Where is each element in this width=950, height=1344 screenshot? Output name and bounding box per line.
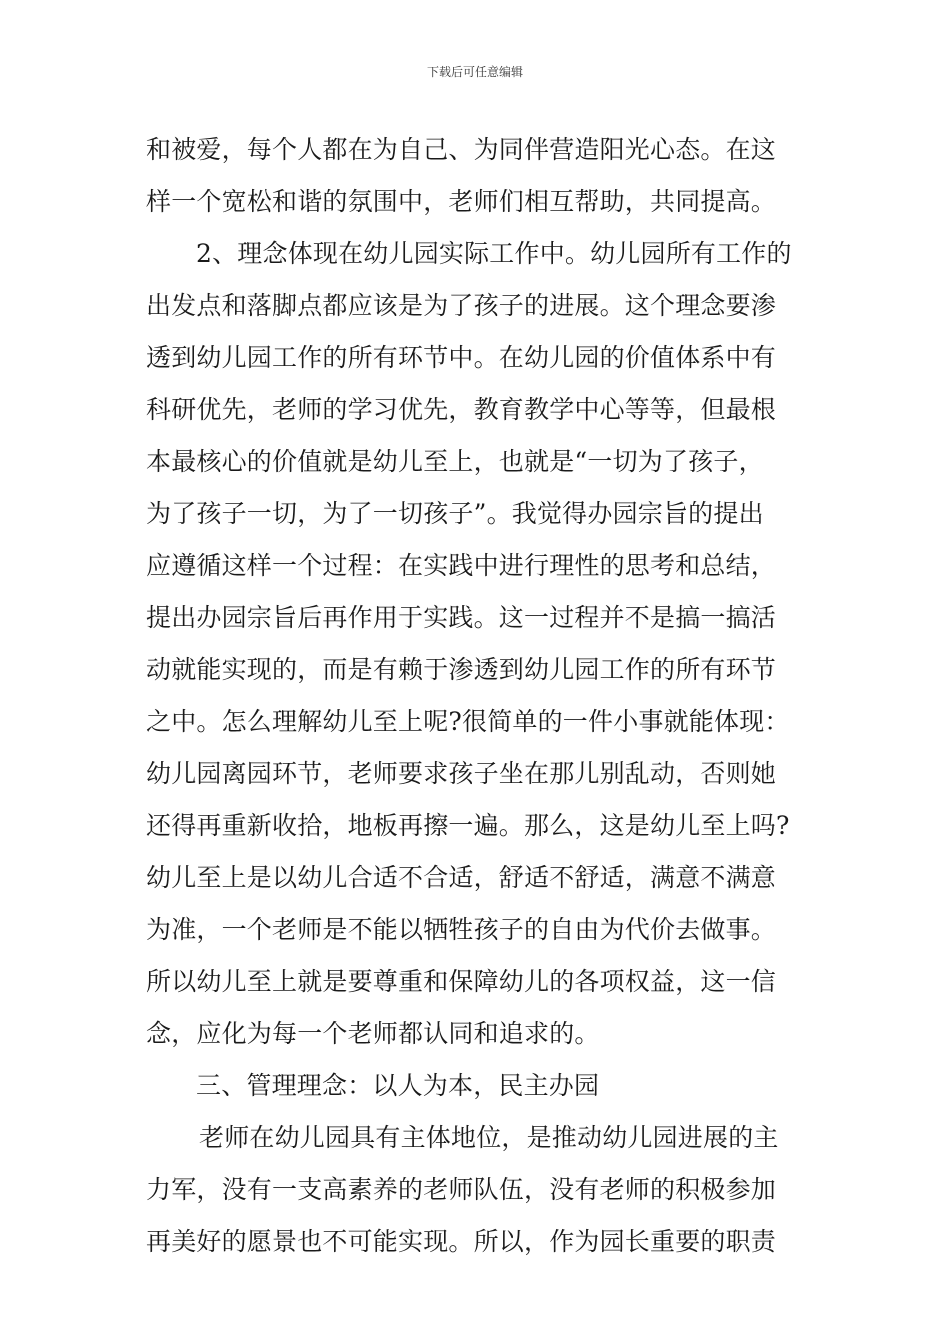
page-header: 下载后可任意编辑 (426, 65, 523, 79)
document-body (146, 124, 806, 1268)
text-line: 样一个宽松和谐的氛围中，老师们相互帮助，共同提高。 (146, 187, 777, 216)
text-line: 幼儿至上是以幼儿合适不合适，舒适不舒适，满意不满意 (146, 863, 777, 892)
text-line: 念，应化为每一个老师都认同和追求的。 (146, 1019, 600, 1048)
text-line: 幼儿园离园环节，老师要求孩子坐在那儿别乱动，否则她 (146, 759, 777, 788)
text-line: 再美好的愿景也不可能实现。所以，作为园长重要的职责 (146, 1227, 777, 1256)
text-line: 提出办园宗旨后再作用于实践。这一过程并不是搞一搞活 (146, 603, 777, 632)
text-line: 还得再重新收拾，地板再擦一遍。那么，这是幼儿至上吗? (146, 811, 790, 840)
text-line: 应遵循这样一个过程：在实践中进行理性的思考和总结， (146, 551, 777, 580)
text-line: 为准，一个老师是不能以牺牲孩子的自由为代价去做事。 (146, 915, 777, 944)
text-line: 出发点和落脚点都应该是为了孩子的进展。这个理念要渗 (146, 291, 777, 320)
text-line: 和被爱，每个人都在为自己、为同伴营造阳光心态。在这 (146, 135, 777, 164)
text-line: 本最核心的价值就是幼儿至上，也就是“一切为了孩子， (146, 447, 764, 476)
text-line: 为了孩子一切，为了一切孩子”。我觉得办园宗旨的提出 (146, 499, 764, 528)
text-line: 科研优先，老师的学习优先，教育教学中心等等，但最根 (146, 395, 777, 424)
paragraph-start-line: 2、理念体现在幼儿园实际工作中。幼儿园所有工作的 (196, 239, 792, 268)
text-line: 透到幼儿园工作的所有环节中。在幼儿园的价值体系中有 (146, 343, 777, 372)
text-line: 力军，没有一支高素养的老师队伍，没有老师的积极参加 (146, 1175, 777, 1204)
text-line: 动就能实现的，而是有赖于渗透到幼儿园工作的所有环节 (146, 655, 777, 684)
paragraph-start-line: 老师在幼儿园具有主体地位，是推动幼儿园进展的主 (199, 1123, 779, 1152)
text-line: 之中。怎么理解幼儿至上呢?很简单的一件小事就能体现： (146, 707, 790, 736)
section-heading: 三、管理理念：以人为本，民主办园 (196, 1071, 600, 1100)
text-line: 所以幼儿至上就是要尊重和保障幼儿的各项权益，这一信 (146, 967, 777, 996)
